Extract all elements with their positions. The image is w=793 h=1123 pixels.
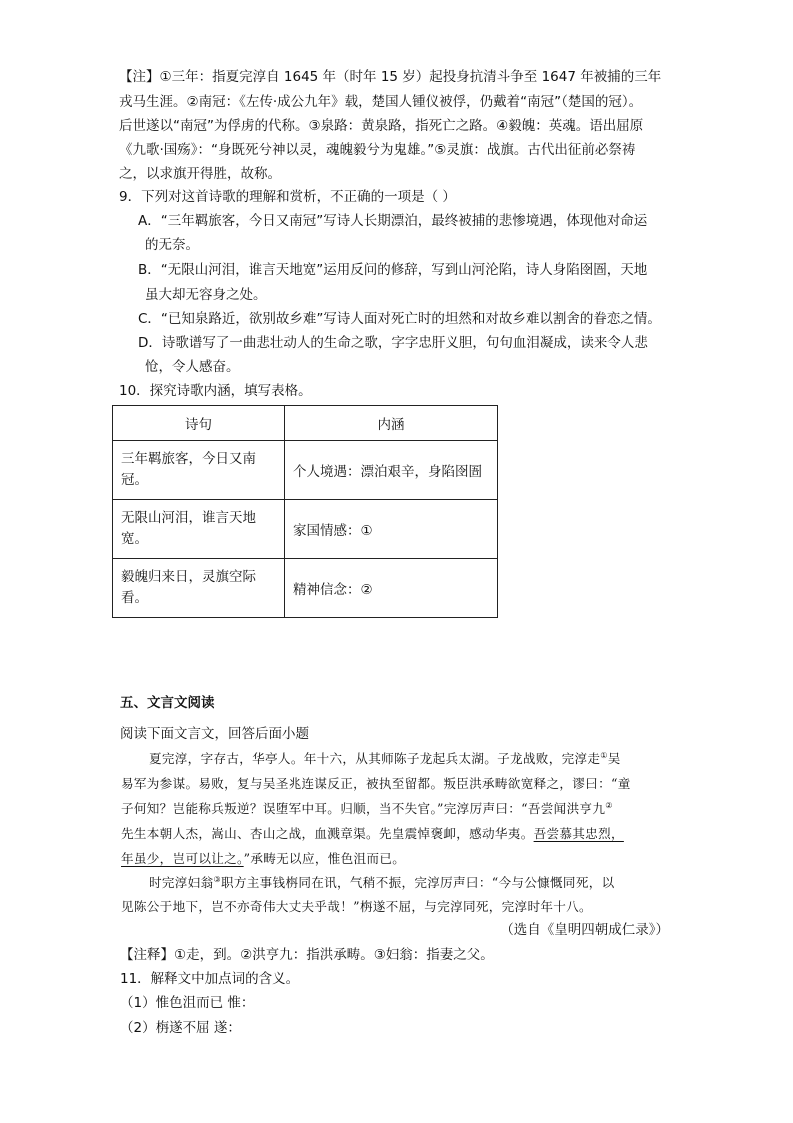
question-9-option-a-cont: 的无奈。 [145, 237, 199, 253]
table-row [113, 559, 498, 618]
poem-note-line-5: 之，以求旗开得胜，故称。 [119, 166, 281, 182]
poem-note-line-1: 【注】①三年：指夏完淳自 1645 年（时年 15 岁）起投身抗清斗争至 1647 年被捕的三年 [119, 69, 662, 85]
question-9-option-a: A．“三年羁旅客，今日又南冠”写诗人长期漂泊，最终被捕的悲惨境遇，体现他对命运 [138, 213, 648, 229]
question-9-stem: 9．下列对这首诗歌的理解和赏析，不正确的一项是（ ） [119, 189, 456, 205]
table-cell-meaning-blank-1[interactable]: 家国情感：① [285, 500, 498, 559]
classical-text-line-2: 易军为参谋。易败，复与吴圣兆连谋反正，被执至留都。叛臣洪承畴欲宽释之，谬曰：“童 [121, 776, 631, 791]
underlined-sentence-part-2: 年虽少，岂可以让之。 [121, 851, 244, 866]
table-cell-line: 三年羁旅客，今日又南冠。 [113, 441, 285, 500]
table-cell-line: 无限山河泪，谁言天地宽。 [113, 500, 285, 559]
classical-text-line-7: 见陈公于地下，岂不亦奇伟大丈夫乎哉！”栴遂不屈，与完淳同死，完淳时年十八。 [121, 899, 592, 914]
poem-analysis-table [112, 405, 498, 618]
classical-text-line-3: 子何知？岂能称兵叛逆？误堕军中耳。归顺，当不失官。”完淳厉声曰：“吾尝闻洪亨九② [121, 800, 613, 816]
question-9-option-b-cont: 虽大却无容身之处。 [145, 287, 267, 303]
question-11-sub-2: （2）栴遂不屈 遂： [120, 1020, 241, 1036]
text-source: （选自《皇明四朝成仁录》） [500, 922, 669, 938]
classical-text-line-6: 时完淳妇翁③职方主事钱栴同在讯，气稍不振，完淳厉声曰：“今与公慷慨同死，以 [149, 874, 615, 890]
underlined-sentence-part-1: 吾尝慕其忠烈， [533, 826, 624, 841]
poem-note-line-2: 戎马生涯。②南冠：《左传·成公九年》载，楚国人锺仪被俘，仍戴着“南冠”（楚国的冠）。 [119, 94, 643, 110]
section-5-title: 五、文言文阅读 [120, 695, 215, 711]
table-row [113, 500, 498, 559]
classical-text-line-1: 夏完淳，字存古，华亭人。年十六，从其师陈子龙起兵太湖。子龙战败，完淳走①吴 [149, 750, 621, 766]
question-9-option-c: C．“已知泉路近，欲别故乡难”写诗人面对死亡时的坦然和对故乡难以割舍的眷恋之情。 [138, 311, 661, 327]
table-cell-line: 毅魄归来日，灵旗空际看。 [113, 559, 285, 618]
table-header-lines: 诗句 [113, 406, 285, 441]
question-10-stem: 10．探究诗歌内涵，填写表格。 [119, 383, 312, 399]
question-9-option-d-cont: 怆，令人感奋。 [145, 359, 240, 375]
table-cell-meaning: 个人境遇：漂泊艰辛，身陷囹圄 [285, 441, 498, 500]
classical-text-line-5: 年虽少，岂可以让之。”承畴无以应，惟色沮而已。 [121, 851, 406, 866]
poem-note-line-4: 《九歌·国殇》：“身既死兮神以灵，魂魄毅兮为鬼雄。”⑤灵旗：战旗。古代出征前必祭祷 [119, 142, 636, 158]
question-9-option-d: D．诗歌谱写了一曲悲壮动人的生命之歌，字字忠肝义胆，句句血泪凝成，读来令人悲 [138, 335, 648, 351]
section-5-intro: 阅读下面文言文，回答后面小题 [120, 726, 309, 742]
classical-text-line-4: 先生本朝人杰，嵩山、杏山之战，血溅章渠。先皇震悼褒卹，感动华夷。吾尝慕其忠烈， [121, 826, 624, 841]
table-row [113, 441, 498, 500]
question-11-stem: 11．解释文中加点词的含义。 [120, 971, 300, 987]
table-header-meaning: 内涵 [285, 406, 498, 441]
question-11-sub-1: （1）惟色沮而已 惟： [120, 995, 255, 1011]
poem-note-line-3: 后世遂以“南冠”为俘虏的代称。③泉路：黄泉路，指死亡之路。④毅魄：英魂。语出屈原 [119, 118, 644, 134]
question-9-option-b: B．“无限山河泪，谁言天地宽”运用反问的修辞，写到山河沦陷，诗人身陷囹圄，天地 [138, 262, 648, 278]
classical-text-notes: 【注释】①走，到。②洪亨九：指洪承畴。③妇翁：指妻之父。 [120, 947, 494, 963]
table-cell-meaning-blank-2[interactable]: 精神信念：② [285, 559, 498, 618]
